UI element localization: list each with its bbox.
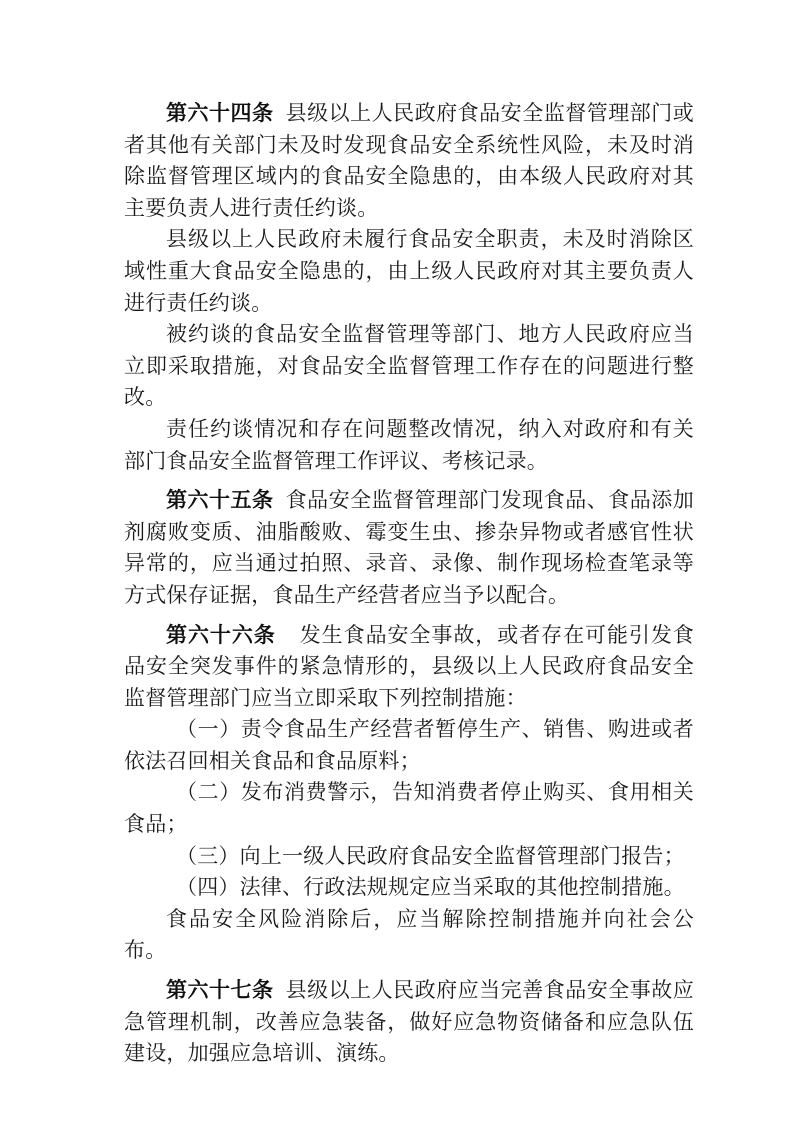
article-67-label: 第六十七条 [166, 978, 274, 1003]
article-64-paragraph-4: 责任约谈情况和存在问题整改情况，纳入对政府和有关部门食品安全监督管理工作评议、考核记录。 [124, 416, 694, 473]
article-65-paragraph-1 [124, 485, 694, 611]
article-64-paragraph-2: 县级以上人民政府未履行食品安全职责，未及时消除区域性重大食品安全隐患的，由上级人民政府对其主要负责人进行责任约谈。 [124, 227, 694, 315]
article-66-item-3: （三）向上一级人民政府食品安全监督管理部门报告； [176, 843, 685, 868]
article-66-item-1: （一）责令食品生产经营者暂停生产、销售、购进或者依法召回相关食品和食品原料； [124, 717, 694, 773]
article-66-item-2: （二）发布消费警示，告知消费者停止购买、食用相关食品； [124, 780, 694, 837]
article-66-paragraph-1 [124, 620, 694, 715]
article-64-paragraph-1 [124, 98, 694, 224]
article-64-paragraph-3: 被约谈的食品安全监督管理等部门、地方人民政府应当立即采取措施，对食品安全监督管理工作存在的问题进行整改。 [124, 322, 694, 410]
document-body [124, 98, 694, 1070]
article-65-label: 第六十五条 [166, 488, 274, 513]
article-66-item-4: （四）法律、行政法规规定应当采取的其他控制措施。 [176, 875, 685, 900]
article-64-label: 第六十四条 [166, 101, 274, 125]
article-67-text-1: 县级以上人民政府应当完善食品安全事故应急管理机制，改善应急装备，做好应急物资储备和应急队伍建设，加强应急培训、演练。 [124, 978, 694, 1066]
article-64-text-1: 县级以上人民政府食品安全监督管理部门或者其他有关部门未及时发现食品安全系统性风险，未及时消除监督管理区域内的食品安全隐患的，由本级人民政府对其主要负责人进行责任约谈。 [124, 101, 694, 220]
article-66-label: 第六十六条 [166, 622, 276, 647]
article-66-paragraph-2: 食品安全风险消除后，应当解除控制措施并向社会公布。 [124, 906, 694, 963]
article-65-text-1: 食品安全监督管理部门发现食品、食品添加剂腐败变质、油脂酸败、霉变生虫、掺杂异物或者感官性状异常的，应当通过拍照、录音、录像、制作现场检查笔录等方式保存证据，食品生产经营者应当予以配合。 [124, 488, 694, 607]
article-67-paragraph-1 [124, 975, 694, 1070]
article-66-text-1: 发生食品安全事故，或者存在可能引发食品安全突发事件的紧急情形的，县级以上人民政府食品安全监督管理部门应当立即采取下列控制措施： [124, 622, 694, 710]
